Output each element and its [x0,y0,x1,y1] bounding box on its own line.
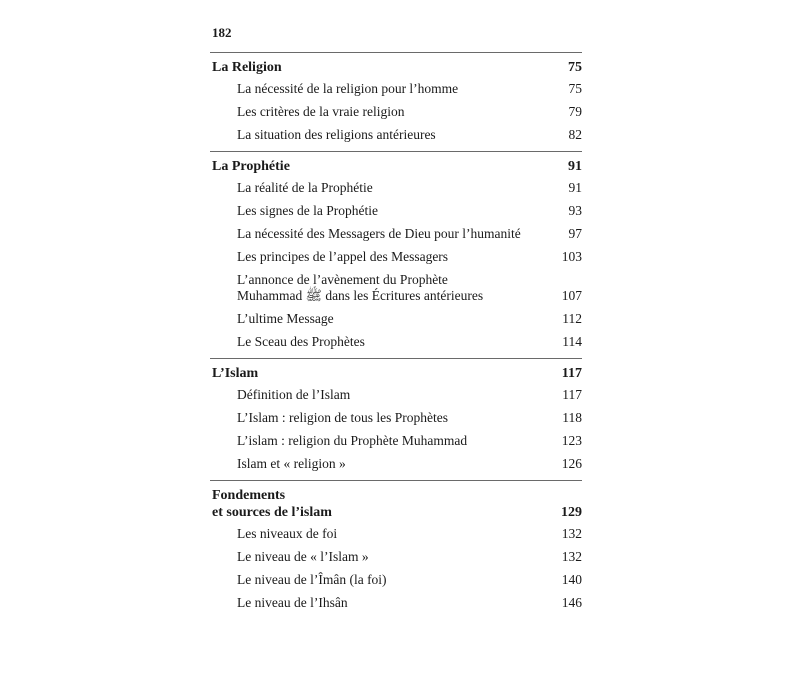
entry-title: Les principes de l’appel des Messagers [237,249,449,264]
entry-page: 146 [561,595,582,610]
toc-entry [210,101,582,124]
toc-entry [210,523,582,546]
section-title: L’Islam [212,366,259,381]
section-header [210,365,582,382]
section-entries [210,384,582,476]
table-of-contents [210,52,582,619]
toc-entry [210,546,582,569]
section-title: La Religion [212,60,282,75]
toc-entry [210,78,582,101]
toc-entry [210,308,582,331]
toc-entry [210,269,582,308]
toc-entry [210,384,582,407]
section-title: La Prophétie [212,159,290,174]
entry-page: 126 [561,456,582,471]
toc-entry [210,569,582,592]
section-entries [210,177,582,354]
entry-title: Les niveaux de foi [237,526,338,541]
toc-entry [210,331,582,354]
entry-title: Le niveau de l’Îmân (la foi) [237,572,387,587]
toc-section [210,52,582,147]
toc-entry [210,453,582,476]
entry-title: La nécessité de la religion pour l’homme [237,81,459,96]
entry-page: 82 [568,127,582,142]
entry-page: 93 [568,203,582,218]
entry-page: 123 [561,433,582,448]
entry-title: Définition de l’Islam [237,387,351,402]
toc-section [210,151,582,354]
page-number: 182 [212,25,232,40]
entry-page: 117 [562,387,582,402]
toc-entry [210,246,582,269]
entry-page: 75 [568,81,582,96]
entry-page: 107 [561,288,582,303]
section-header [210,158,582,175]
entry-title: Les signes de la Prophétie [237,203,378,218]
entry-title: Islam et « religion » [237,456,346,471]
toc-entry [210,223,582,246]
toc-section [210,480,582,615]
section-page: 117 [561,366,582,381]
toc-entry [210,592,582,615]
section-header [210,487,582,521]
toc-entry [210,177,582,200]
entry-page: 114 [562,334,582,349]
toc-entry [210,124,582,147]
section-entries [210,78,582,147]
entry-title: L’Islam : religion de tous les Prophètes [237,410,448,425]
entry-title: Le Sceau des Prophètes [237,334,365,349]
section-header [210,59,582,76]
entry-title: L’ultime Message [237,311,334,326]
entry-page: 112 [562,311,582,326]
section-page: 75 [568,60,582,75]
entry-title: Le niveau de l’Ihsân [237,595,348,610]
toc-section [210,358,582,476]
entry-page: 79 [568,104,582,119]
entry-page: 132 [561,526,582,541]
entry-page: 103 [561,249,582,264]
section-title: Fondements et sources de l’islam [212,488,332,520]
toc-entry [210,200,582,223]
entry-title: L’islam : religion du Prophète Muhammad [237,433,468,448]
entry-page: 132 [561,549,582,564]
entry-title: Les critères de la vraie religion [237,104,405,119]
toc-entry [210,407,582,430]
entry-title: La nécessité des Messagers de Dieu pour l’humanité [237,226,521,241]
entry-title: La situation des religions antérieures [237,127,436,142]
entry-page: 91 [568,180,582,195]
section-page: 91 [568,159,582,174]
entry-title: L’annonce de l’avènement du Prophète Muhammad ﷺ dans les Écritures antérieures [237,272,484,303]
entry-page: 118 [562,410,582,425]
entry-page: 97 [568,226,582,241]
section-page: 129 [561,505,582,520]
entry-title: La réalité de la Prophétie [237,180,373,195]
section-entries [210,523,582,615]
toc-entry [210,430,582,453]
entry-title: Le niveau de « l’Islam » [237,549,369,564]
entry-page: 140 [561,572,582,587]
